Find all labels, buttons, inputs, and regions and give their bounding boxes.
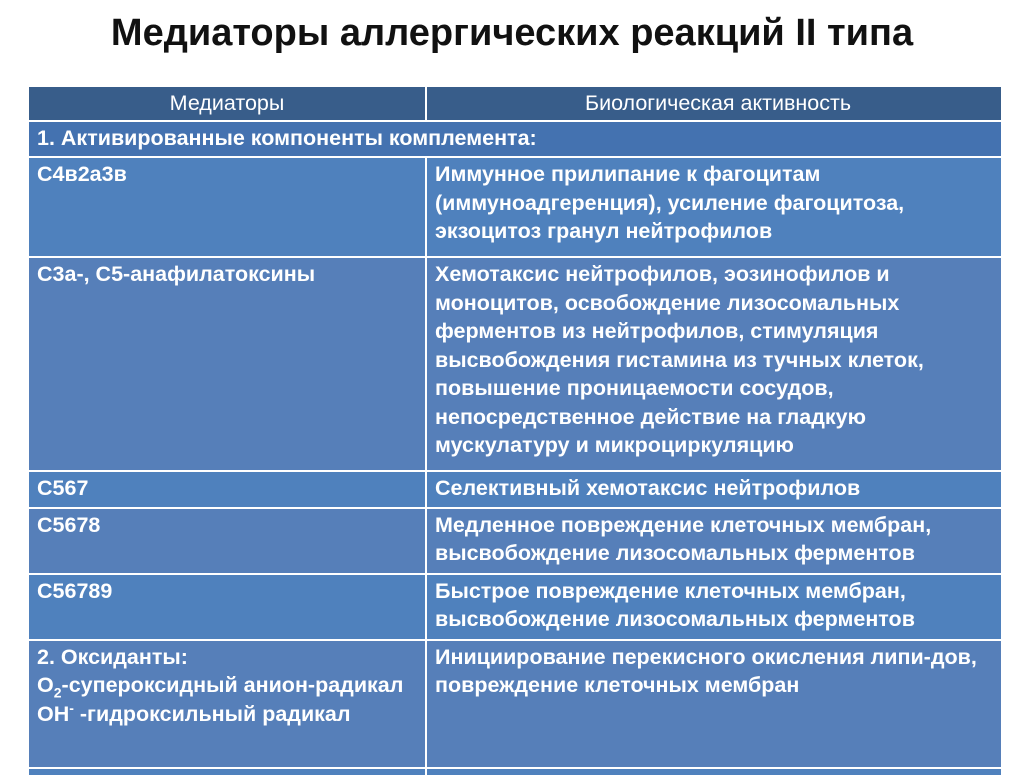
header-mediators: Медиаторы (28, 86, 426, 121)
mediators-table (27, 85, 1001, 775)
table-row (28, 471, 1001, 508)
activity-cell: Медленное повреждение клеточных мембран, высвобождение лизосомальных ферментов (426, 508, 1001, 574)
table-row (28, 574, 1001, 640)
slide-title: Медиаторы аллергических реакций II типа (0, 8, 1024, 58)
table-row (28, 508, 1001, 574)
oxidants-heading: 2. Оксиданты: (37, 643, 417, 672)
activity-cell: Иммунное прилипание к фагоцитам (иммуноадгеренция), усиление фагоцитоза, экзоцитоз гранул нейтрофилов (426, 157, 1001, 257)
hydroxyl-line: ОН- -гидроксильный радикал (37, 700, 417, 729)
activity-cell-oxidants: Инициирование перекисного окисления липи-дов, повреждение клеточных мембран (426, 640, 1001, 768)
activity-cell: Быстрое повреждение клеточных мембран, высвобождение лизосомальных ферментов (426, 574, 1001, 640)
section-row-complement (28, 121, 1001, 158)
activity-cell: Хемотаксис нейтрофилов, эозинофилов и моноцитов, освобождение лизосомальных ферментов из нейтрофилов, стимуляция высвобождения гистамина из тучных клеток, повышение проницаемости сосудов, непосредственное действие на гладкую мускулатуру и микроциркуляцию (426, 257, 1001, 471)
superoxide-line: $О_2$-супероксидный анион-радикал (37, 671, 417, 700)
table-row-oxidants (28, 640, 1001, 768)
section-complement-label: 1. Активированные компоненты комплемента: (28, 121, 1001, 158)
mediator-cell: С5678 (28, 508, 426, 574)
table-row (28, 157, 1001, 257)
mediators-table-container (27, 85, 1001, 775)
mediator-cell: С3а-, С5-анафилатоксины (28, 257, 426, 471)
activity-cell-cutoff (426, 768, 1001, 775)
activity-cell: Селективный хемотаксис нейтрофилов (426, 471, 1001, 508)
header-activity: Биологическая активность (426, 86, 1001, 121)
table-header-row (28, 86, 1001, 121)
mediator-cell: С56789 (28, 574, 426, 640)
table-row (28, 257, 1001, 471)
table-row-cutoff (28, 768, 1001, 775)
mediator-cell-cutoff (28, 768, 426, 775)
mediator-cell: С4в2а3в (28, 157, 426, 257)
mediator-cell-oxidants (28, 640, 426, 768)
mediator-cell: С567 (28, 471, 426, 508)
